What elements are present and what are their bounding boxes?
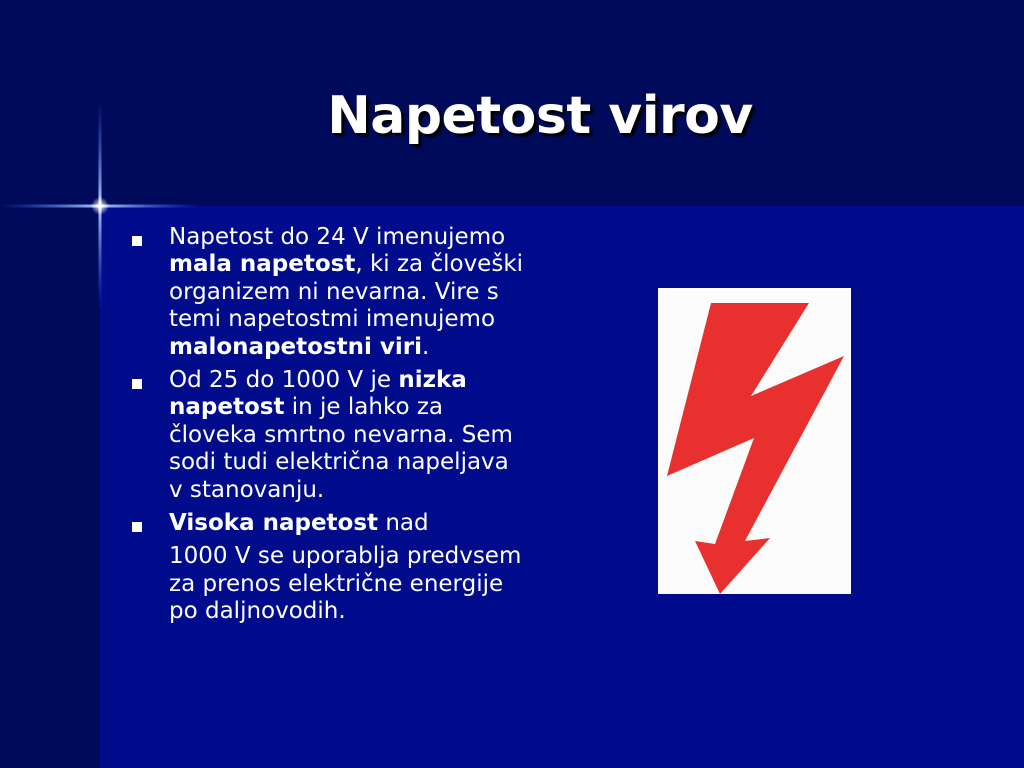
bullet-bold-text: mala napetost [169, 251, 356, 278]
bullet-bold-text: malonapetostni viri [169, 333, 422, 360]
square-bullet-icon [132, 522, 142, 532]
slide-title: Napetost virov [327, 86, 753, 146]
bullet-text: , ki za človeški organizem ni nevarna. Vire s temi napetostmi imenujemo [169, 251, 524, 333]
high-voltage-sign-image [658, 288, 851, 594]
high-voltage-lightning-bolt-icon [658, 288, 851, 594]
bullet-text: nad [378, 510, 429, 537]
square-bullet-icon [132, 236, 142, 246]
square-bullet-icon [132, 379, 142, 389]
bullet-item [128, 510, 528, 626]
bullet-text: in je lahko za človeka smrtno nevarna. Sem sodi tudi električna napeljava v stanovanju. [169, 394, 513, 503]
bullet-item [128, 224, 528, 361]
bullet-text: Od 25 do 1000 V je [169, 367, 399, 394]
bullet-item [128, 367, 528, 504]
bullet-list [128, 224, 528, 632]
bullet-continuation-text: 1000 V se uporablja predvsem za prenos električne energije po daljnovodih. [169, 543, 522, 625]
bullet-text: Napetost do 24 V imenujemo [169, 224, 506, 250]
bullet-bold-text: Visoka napetost [169, 510, 379, 537]
bullet-text: . [421, 333, 430, 360]
bullet-bold-text: nizka napetost [169, 367, 467, 421]
